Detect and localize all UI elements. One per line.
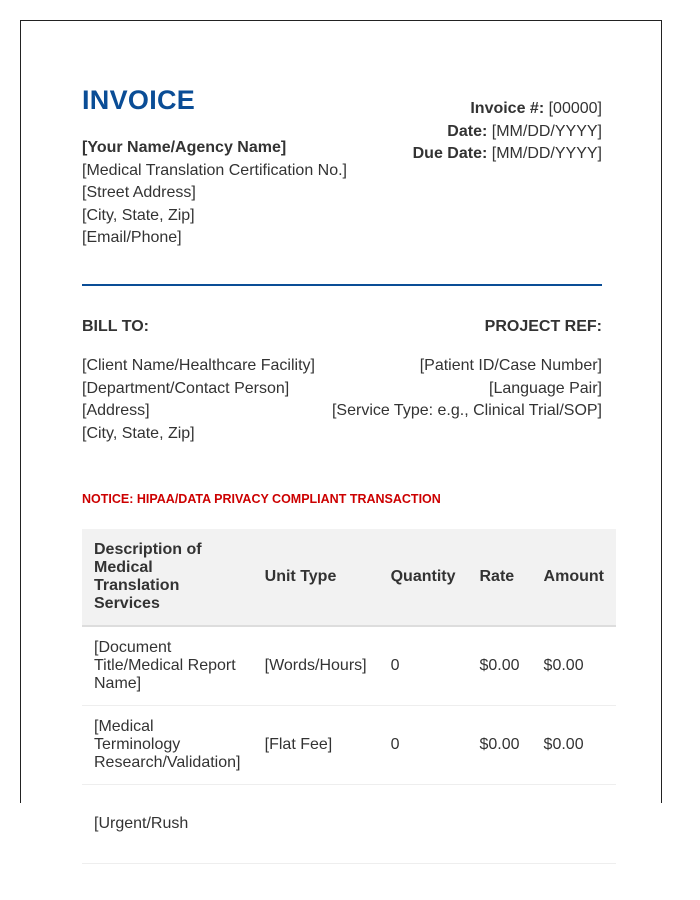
header-description: Description of Medical Translation Services	[82, 529, 253, 626]
project-ref-language: [Language Pair]	[489, 379, 602, 397]
sender-contact: [Email/Phone]	[82, 229, 182, 246]
header-unit-type: Unit Type	[253, 529, 379, 626]
project-ref-heading: PROJECT REF:	[484, 318, 602, 335]
row-quantity: 0	[379, 706, 468, 785]
table-header-row	[82, 529, 616, 626]
header-quantity: Quantity	[379, 529, 468, 626]
privacy-notice: NOTICE: HIPAA/DATA PRIVACY COMPLIANT TRANSACTION	[82, 492, 441, 506]
project-ref-block	[332, 355, 602, 423]
row-unit-type: [Words/Hours]	[253, 626, 379, 706]
row-rate: $0.00	[468, 706, 532, 785]
header-amount: Amount	[532, 529, 616, 626]
row-quantity: 0	[379, 626, 468, 706]
bill-to-heading: BILL TO:	[82, 318, 149, 335]
invoice-number-value: [00000]	[548, 100, 602, 117]
invoice-date-label: Date:	[447, 122, 488, 140]
sender-city: [City, State, Zip]	[82, 206, 195, 224]
project-ref-service: [Service Type: e.g., Clinical Trial/SOP]	[331, 402, 602, 419]
row-unit-type: [Flat Fee]	[253, 706, 379, 785]
invoice-number-label: Invoice #:	[470, 100, 545, 117]
row-rate	[468, 785, 532, 864]
table-row	[82, 626, 616, 706]
invoice-number-line	[413, 98, 602, 121]
due-date-value: [MM/DD/YYYY]	[491, 145, 602, 162]
row-description: [Document Title/Medical Report Name]	[82, 626, 253, 706]
header-rate: Rate	[468, 529, 532, 626]
sender-certification: [Medical Translation Certification No.]	[82, 161, 347, 179]
row-description: [Medical Terminology Research/Validation]	[82, 706, 253, 785]
sender-name: [Your Name/Agency Name]	[82, 139, 287, 156]
bill-to-block	[82, 355, 315, 445]
sender-street: [Street Address]	[82, 184, 196, 201]
row-amount	[532, 785, 616, 864]
row-rate: $0.00	[468, 626, 532, 706]
bill-to-city: [City, State, Zip]	[82, 424, 195, 442]
row-unit-type	[253, 785, 379, 864]
header-divider	[82, 284, 602, 286]
row-quantity	[379, 785, 468, 864]
bill-to-address: [Address]	[82, 402, 150, 419]
invoice-page	[20, 20, 662, 832]
row-amount: $0.00	[532, 626, 616, 706]
bill-to-client: [Client Name/Healthcare Facility]	[82, 357, 315, 374]
invoice-title: INVOICE	[82, 85, 196, 115]
project-ref-patient: [Patient ID/Case Number]	[419, 357, 602, 374]
table-row	[82, 706, 616, 785]
sender-block	[82, 137, 347, 250]
due-date-label: Due Date:	[412, 145, 488, 162]
invoice-date-value: [MM/DD/YYYY]	[491, 122, 602, 140]
row-amount: $0.00	[532, 706, 616, 785]
invoice-meta	[413, 98, 602, 166]
bill-to-department: [Department/Contact Person]	[82, 379, 290, 397]
due-date-line	[413, 143, 602, 166]
invoice-date-line	[413, 121, 602, 144]
services-table	[82, 529, 616, 864]
row-description: [Urgent/Rush	[82, 785, 253, 864]
table-row	[82, 785, 616, 864]
